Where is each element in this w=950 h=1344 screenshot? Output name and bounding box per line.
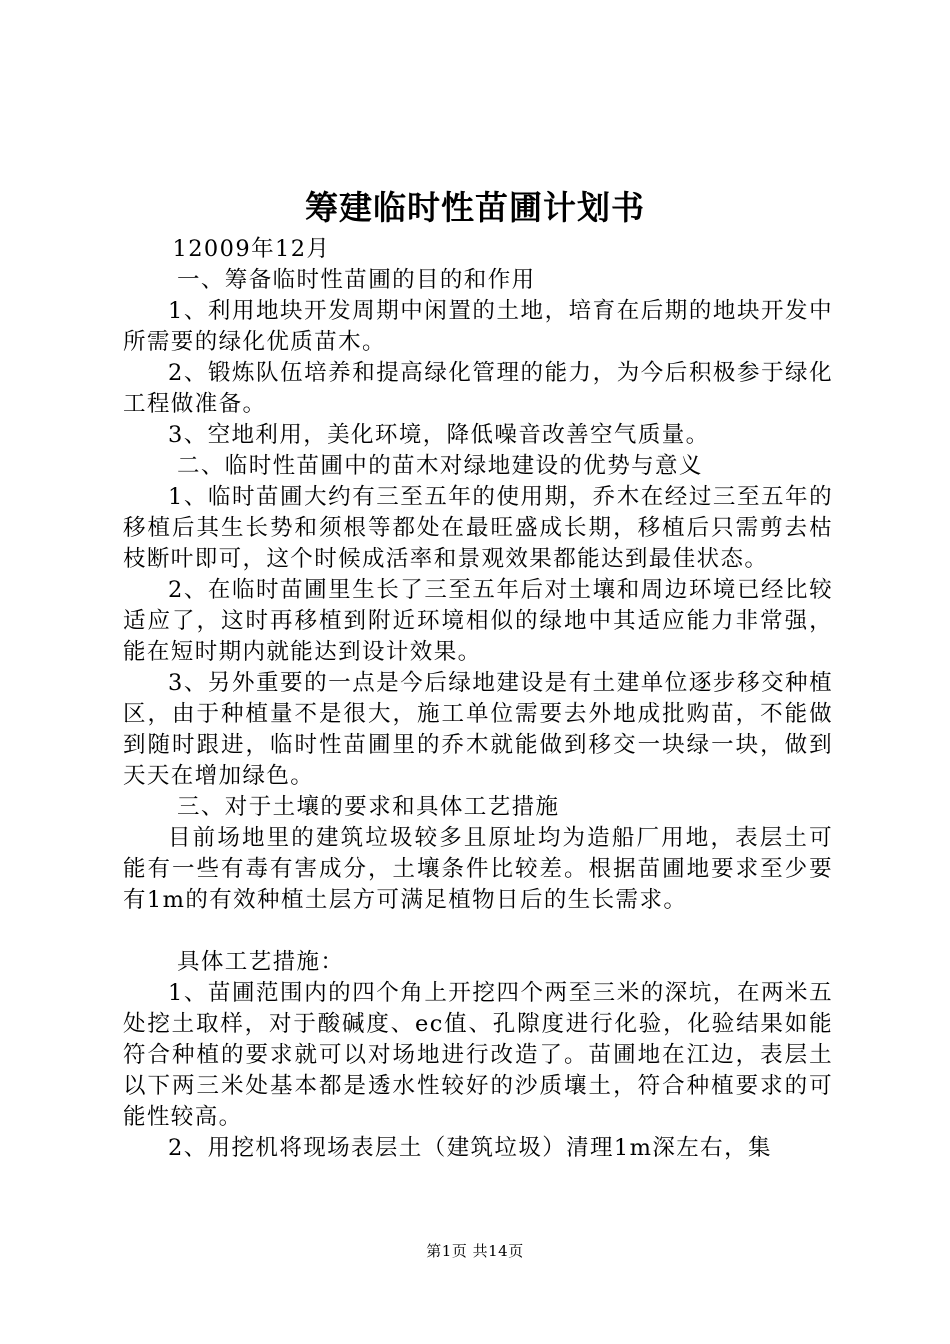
subheading: 具体工艺措施： [177, 949, 345, 975]
blank-line [123, 916, 833, 947]
section-2-heading: 二、临时性苗圃中的苗木对绿地建设的优势与意义 [177, 453, 703, 479]
section-3-heading: 三、对于土壤的要求和具体工艺措施 [177, 794, 560, 820]
paragraph: 目前场地里的建筑垃圾较多且原址均为造船厂用地，表层土可能有一些有毒有害成分，土壤条件比较差。根据苗圃地要求至少要有1m的有效种植土层方可满足植物日后的生长需求。 [123, 825, 833, 913]
paragraph: 1、临时苗圃大约有三至五年的使用期，乔木在经过三至五年的移植后其生长势和须根等都处在最旺盛成长期，移植后只需剪去枯枝断叶即可，这个时候成活率和景观效果都能达到最佳状态。 [123, 484, 833, 572]
paragraph: 2、在临时苗圃里生长了三至五年后对土壤和周边环境已经比较适应了，这时再移植到附近环境相似的绿地中其适应能力非常强，能在短时期内就能达到设计效果。 [123, 577, 833, 665]
paragraph: 1、苗圃范围内的四个角上开挖四个两至三米的深坑，在两米五处挖土取样，对于酸碱度、ec值、孔隙度进行化验，化验结果如能符合种植的要求就可以对场地进行改造了。苗圃地在江边，表层土以下两三米处基本都是透水性较好的沙质壤土，符合种植要求的可能性较高。 [123, 980, 833, 1130]
paragraph: 1、利用地块开发周期中闲置的土地，培育在后期的地块开发中所需要的绿化优质苗木。 [123, 298, 833, 355]
document-body [123, 234, 833, 1164]
page-footer: 第1页 共14页 [426, 1242, 524, 1260]
paragraph: 3、另外重要的一点是今后绿地建设是有土建单位逐步移交种植区，由于种植量不是很大，施工单位需要去外地成批购苗，不能做到随时跟进，临时性苗圃里的乔木就能做到移交一块绿一块，做到天天在增加绿色。 [123, 670, 833, 789]
paragraph: 2、用挖机将现场表层土（建筑垃圾）清理1m深左右，集 [168, 1135, 772, 1161]
document-title: 筹建临时性苗圃计划书 [305, 188, 645, 227]
paragraph: 2、锻炼队伍培养和提高绿化管理的能力，为今后积极参于绿化工程做准备。 [123, 360, 833, 417]
section-1-heading: 一、筹备临时性苗圃的目的和作用 [177, 267, 536, 293]
document-date: 12009年12月 [172, 236, 331, 262]
paragraph: 3、空地利用，美化环境，降低噪音改善空气质量。 [168, 422, 710, 448]
